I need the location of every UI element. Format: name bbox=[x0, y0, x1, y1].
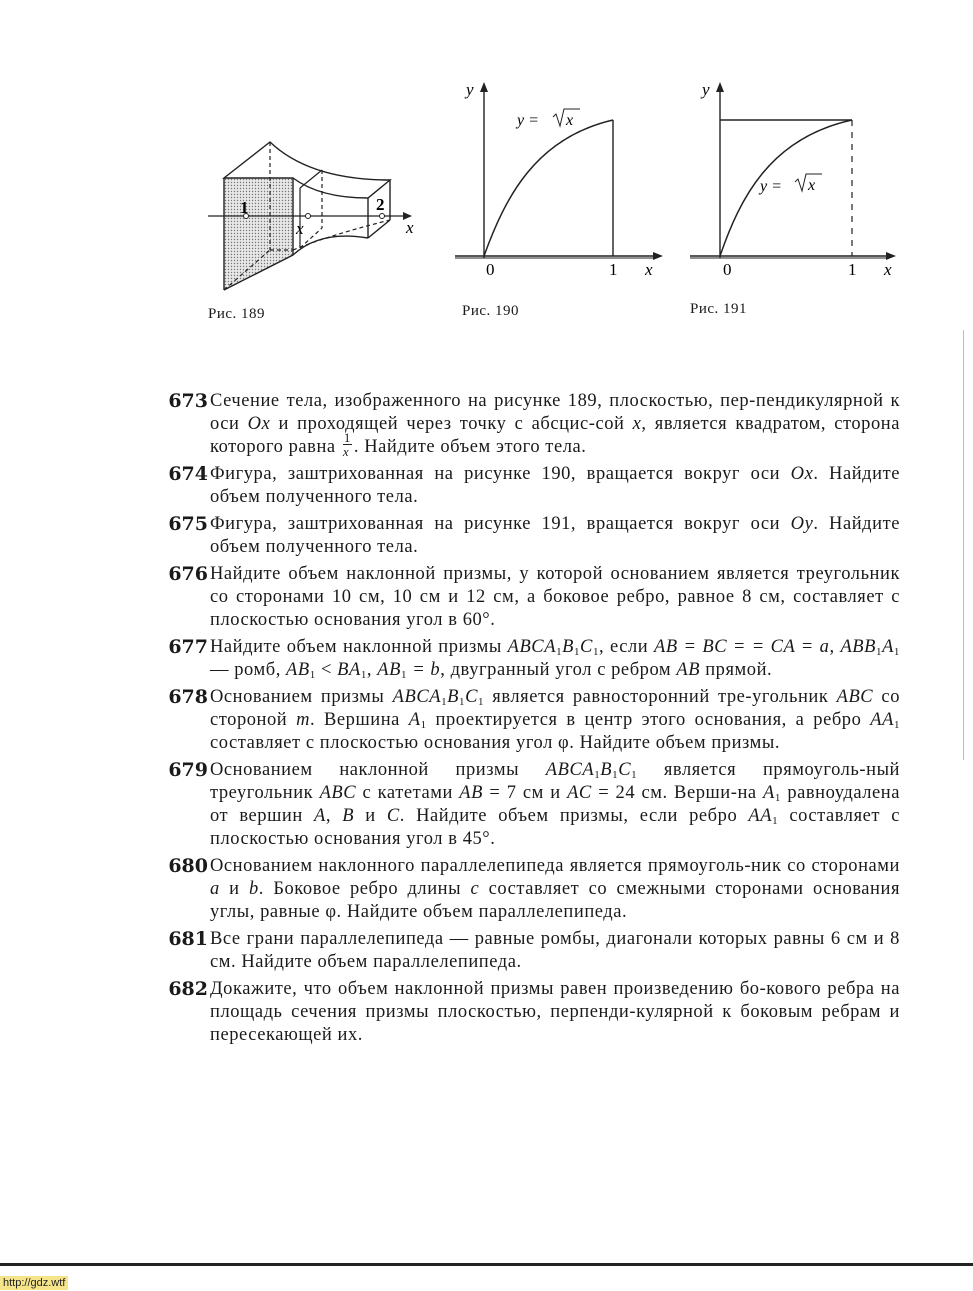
problem-681 bbox=[148, 928, 900, 974]
figure-191 bbox=[690, 78, 905, 283]
problem-number: 679 bbox=[168, 759, 208, 781]
watermark-link[interactable]: http://gdz.wtf bbox=[0, 1276, 68, 1290]
label-y-190: y bbox=[466, 80, 474, 99]
problem-676 bbox=[148, 563, 900, 632]
page-edge-rule bbox=[963, 330, 964, 760]
problem-673 bbox=[148, 390, 900, 459]
func-arg-191: x bbox=[808, 177, 816, 194]
func-label-190: y = bbox=[517, 112, 539, 129]
bottom-rule bbox=[0, 1263, 973, 1266]
label-y-191: y bbox=[702, 80, 710, 99]
problem-text: Сечение тела, изображенного на рисунке 189, плоскостью, пер-пендикулярной к оси Ox и проходящей через точку с абсцис-сой x, является квадратом, сторона которого равна $\frac{1}{x}$ . Найдите объем этого тела. bbox=[210, 391, 900, 460]
label-x-191: x bbox=[884, 260, 892, 279]
problem-number: 675 bbox=[168, 513, 208, 535]
problem-text: Фигура, заштрихованная на рисунке 190, вращается вокруг оси Ox. Найдите объем полученного тела. bbox=[210, 464, 900, 507]
problem-number: 678 bbox=[168, 686, 208, 708]
problem-number: 674 bbox=[168, 463, 208, 485]
problem-682 bbox=[148, 978, 900, 1047]
problem-text: Все грани параллелепипеда — равные ромбы, диагонали которых равны 6 см и 8 см. Найдите объем параллелепипеда. bbox=[210, 929, 900, 972]
problem-number: 681 bbox=[168, 928, 208, 950]
problem-680 bbox=[148, 855, 900, 924]
problem-number: 680 bbox=[168, 855, 208, 877]
problem-674 bbox=[148, 463, 900, 509]
problem-677 bbox=[148, 636, 900, 682]
label-origin-190: 0 bbox=[486, 260, 495, 279]
problem-text: Основанием наклонной призмы $ABCA_1B_1C_1$ является прямоуголь-ный треугольник ABC с катетами AB = 7 см и AC = 24 см. Верши-на $A_1$ равноудалена от вершин A, B и C. Найдите объем призмы, если ребро $AA_1$ составляет с плоскостью основания угол в 45°. bbox=[210, 760, 900, 849]
fraction-1-over-x: $\frac{1}{x}$ bbox=[342, 430, 351, 460]
problem-number: 673 bbox=[168, 390, 208, 412]
label-one-190: 1 bbox=[609, 260, 618, 279]
problem-text: Основанием наклонного параллелепипеда является прямоуголь-ник со сторонами a и b. Боковое ребро длины c составляет со смежными сторонами основания углы, равные φ. Найдите объем параллелепипеда. bbox=[210, 856, 901, 922]
caption-189: Рис. 189 bbox=[208, 306, 266, 322]
sqrt-curve-190 bbox=[484, 120, 613, 256]
problem-675 bbox=[148, 513, 900, 559]
caption-191: Рис. 191 bbox=[690, 301, 748, 317]
problem-text: Докажите, что объем наклонной призмы равен произведению бо-кового ребра на площадь сечения призмы плоскостью, перпенди-кулярной к боковым ребрам и пересекающей их. bbox=[210, 979, 900, 1045]
func-arg-190: x bbox=[566, 112, 574, 129]
func-label-191: y = bbox=[760, 178, 782, 195]
problem-number: 676 bbox=[168, 563, 208, 585]
problem-text: Найдите объем наклонной призмы, у которой основанием является треугольник со сторонами 10 см, 10 см и 12 см, а боковое ребро, равное 8 см, составляет с плоскостью основания угол в 60°. bbox=[210, 564, 900, 630]
label-x-190: x bbox=[645, 260, 653, 279]
caption-190: Рис. 190 bbox=[462, 303, 520, 319]
problem-list bbox=[148, 390, 900, 1051]
problem-number: 682 bbox=[168, 978, 208, 1000]
label-origin-191: 0 bbox=[723, 260, 732, 279]
problem-text: Фигура, заштрихованная на рисунке 191, вращается вокруг оси Oy. Найдите объем полученного тела. bbox=[210, 514, 900, 557]
sqrt-curve-191 bbox=[720, 120, 852, 256]
label-one-191: 1 bbox=[848, 260, 857, 279]
problem-678 bbox=[148, 686, 900, 755]
label-2-189: 2 bbox=[376, 195, 385, 214]
problem-679 bbox=[148, 759, 900, 851]
label-x-point-189: x bbox=[296, 219, 304, 238]
problem-text: Основанием призмы $ABCA_1B_1C_1$ является равносторонний тре-угольник ABC со стороной m. Вершина $A_1$ проектируется в центр этого основания, а ребро $AA_1$ составляет с плоскостью основания угол φ. Найдите объем призмы. bbox=[210, 687, 900, 753]
label-x-axis-189: x bbox=[406, 218, 414, 237]
label-1-189: 1 bbox=[240, 198, 249, 217]
figure-189 bbox=[200, 130, 430, 305]
problem-number: 677 bbox=[168, 636, 208, 658]
problem-text: Найдите объем наклонной призмы $ABCA_1B_1C_1$, если AB = BC = = CA = a, $ABB_1A_1$ — ромб, $AB_1 < BA_1$, $AB_1 = b$, двугранный угол с ребром AB прямой. bbox=[210, 637, 900, 681]
figure-190 bbox=[455, 78, 670, 283]
